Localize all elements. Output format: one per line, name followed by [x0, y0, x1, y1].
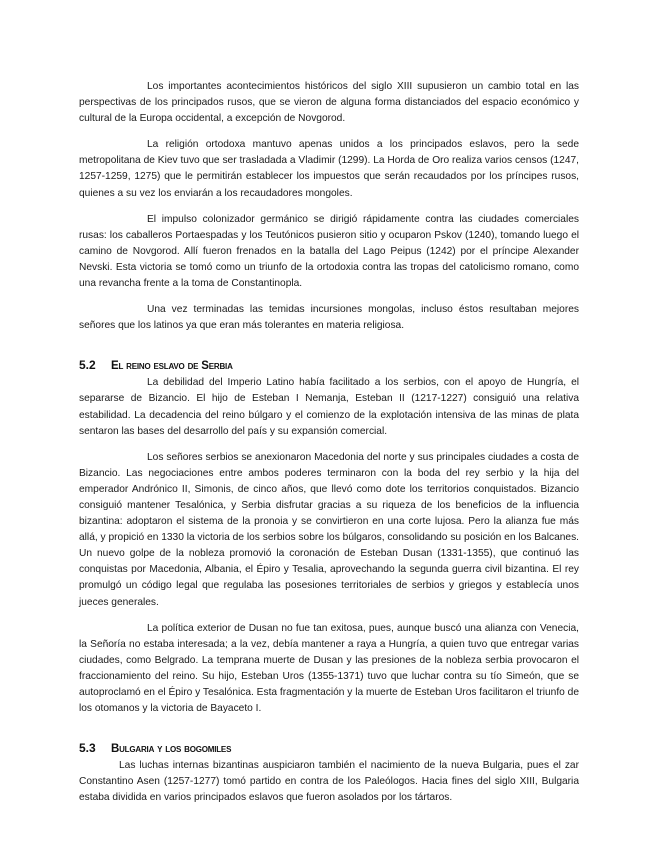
section-number: 5.3: [79, 741, 96, 756]
section-title: El reino eslavo de Serbia: [111, 360, 233, 373]
paragraph-serbia-1: La debilidad del Imperio Latino había facilitado a los serbios, con el apoyo de Hungría, el separarse de Bizancio. El hijo de Esteban I Nemanja, Esteban II (1217-1227) consiguió una relativa estabilidad. La decadencia del reino búlgaro y el comienzo de la explotación intensiva de las minas de plata sentaron las bases del desarrollo del país y su expansión comercial.: [79, 377, 579, 437]
paragraph-intro-2: La religión ortodoxa mantuvo apenas unidos a los principados eslavos, pero la sede metropolitana de Kiev tuvo que ser trasladada a Vladimir (1299). La Horda de Oro realiza varios censos (1247, 1257-1259, 1275) que le permitirán establecer los impuestos que serán recaudados por los príncipes rusos, quienes a su vez los enviarán a los recaudadores mongoles.: [79, 139, 579, 199]
paragraph-intro-1: Los importantes acontecimientos históricos del siglo XIII supusieron un cambio total en las perspectivas de los principados rusos, que se vieron de alguna forma distanciados del espacio económico y cultural de la Europa occidental, a excepción de Novgorod.: [79, 81, 579, 125]
paragraph-intro-4: Una vez terminadas las temidas incursiones mongolas, incluso éstos resultaban mejores señores que los latinos ya que eran más tolerantes en materia religiosa.: [79, 304, 579, 332]
paragraph-serbia-3: La política exterior de Dusan no fue tan exitosa, pues, aunque buscó una alianza con Venecia, la Señoría no estaba interesada; a la vez, debía mantener a raya a Hungría, a quien tuvo que entregar varias ciudades, como Belgrado. La temprana muerte de Dusan y las presiones de la nobleza serbia provocaron el fraccionamiento del reino. Su hijo, Esteban Uros (1355-1371) tuvo que luchar contra su tío Simeón, que se autoproclamó en el Épiro y Tesalónica. Esta fragmentación y la muerte de Esteban Uros facilitaron el triunfo de los otomanos y la victoria de Bayaceto I.: [79, 622, 579, 715]
section-heading-5-2: [79, 356, 579, 375]
page-content: [79, 79, 579, 806]
paragraph-serbia-2: Los señores serbios se anexionaron Macedonia del norte y sus principales ciudades a costa de Bizancio. Las negociaciones entre ambos poderes terminaron con la boda del rey serbio y la hija del emperador Andrónico II, Simonis, de cinco años, que llevó como dote los territorios conquistados. Bizancio consiguió mantener Tesalónica, y Serbia disfrutar gracias a su riqueza de los beneficios de la influencia bizantina: adoptaron el sistema de la pronoia y se convirtieron en una corte lujosa. Pero la alianza fue más allá, y propició en 1330 la victoria de los serbios sobre los búlgaros, consolidando su posición en los Balcanes. Un nuevo golpe de la nobleza promovió la coronación de Esteban Dusan (1331-1355), que continuó las conquistas por Macedonia, Albania, el Épiro y Tesalia, aprovechando la segunda guerra civil bizantina. El rey promulgó un código legal que regulaba las posesiones territoriales de serbios y griegos y establecía unos jueces generales.: [79, 451, 579, 608]
paragraph-bulgaria-1: Las luchas internas bizantinas auspiciaron también el nacimiento de la nueva Bulgaria, pues el zar Constantino Asen (1257-1277) tomó partido en contra de los Paleólogos. Hacia fines del siglo XIII, Bulgaria estaba dividida en varios principados eslavos que fueron asolados por los tártaros.: [79, 760, 579, 804]
section-heading-5-3: [79, 739, 579, 758]
paragraph-intro-3: El impulso colonizador germánico se dirigió rápidamente contra las ciudades comerciales rusas: los caballeros Portaespadas y los Teutónicos pusieron sitio y ocuparon Pskov (1240), tomando luego el camino de Novgorod. Allí fueron frenados en la batalla del Lago Peipus (1242) por el príncipe Alexander Nevski. Esta victoria se tomó como un triunfo de la ortodoxia contra las tropas del catolicismo romano, como una revancha frente a la toma de Constantinopla.: [79, 213, 579, 290]
section-number: 5.2: [79, 358, 96, 373]
section-title: Bulgaria y los bogomiles: [111, 743, 232, 756]
